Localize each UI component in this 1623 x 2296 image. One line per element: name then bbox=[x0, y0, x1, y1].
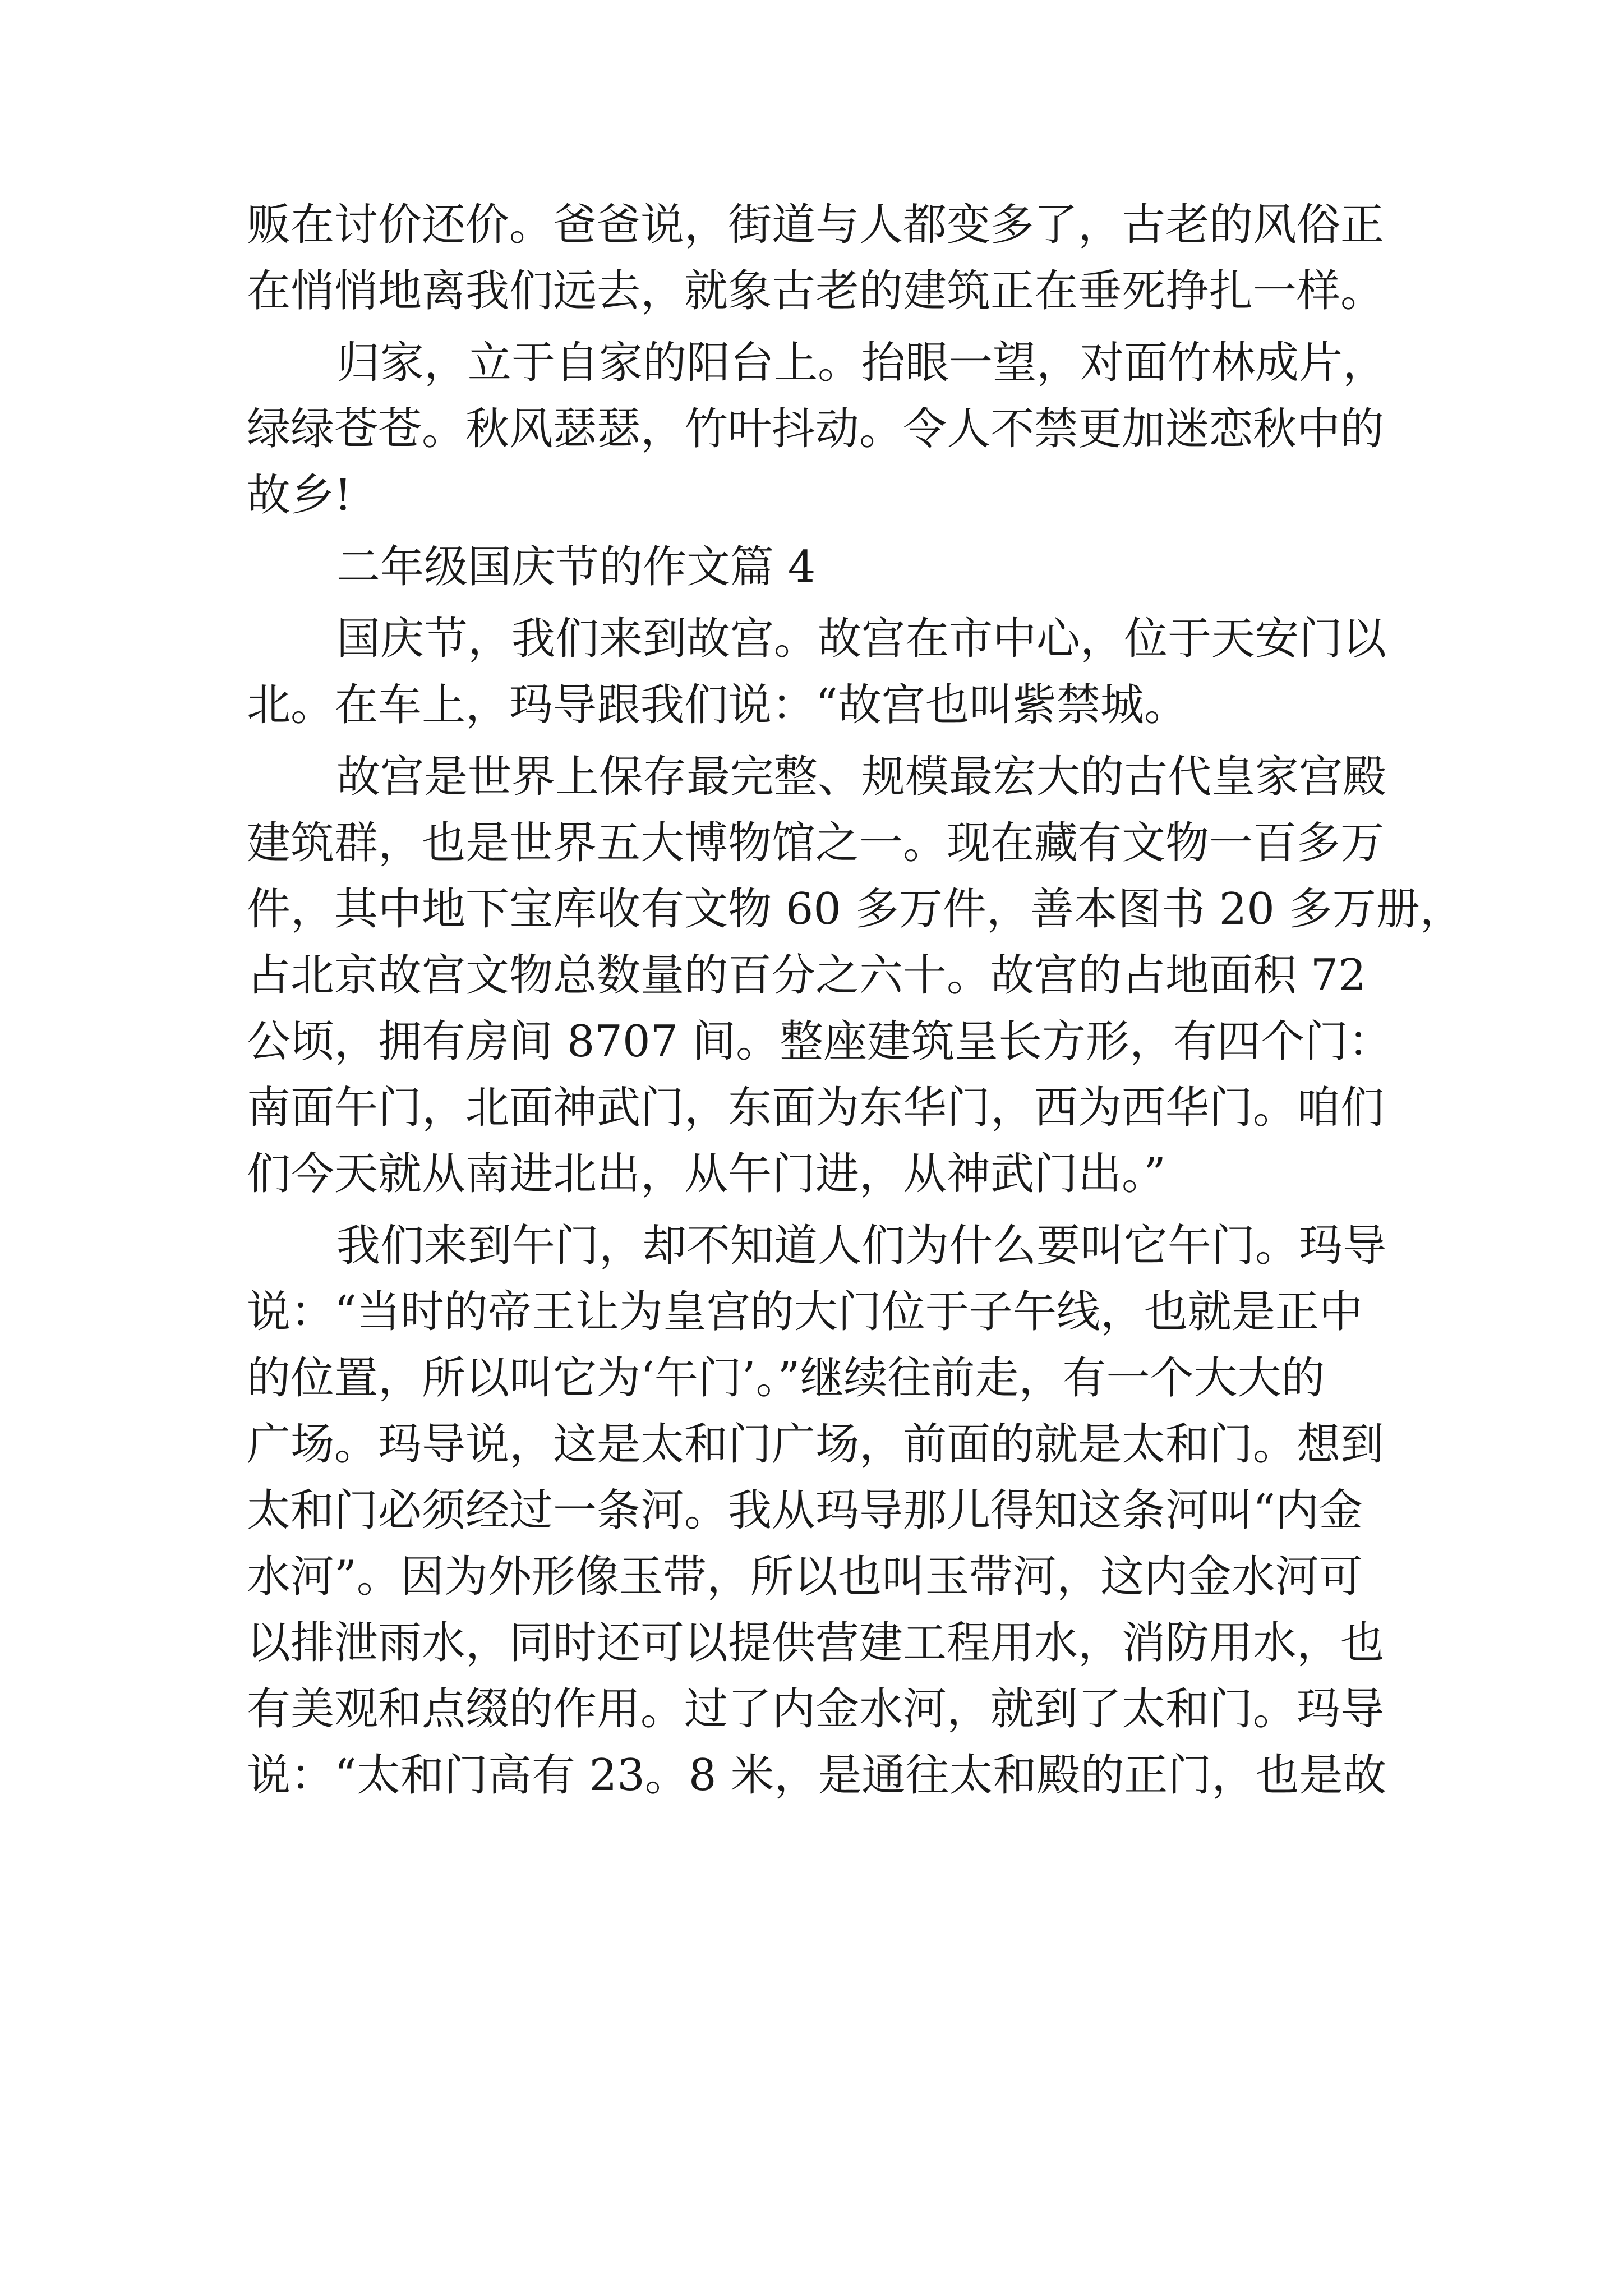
section-heading: 二年级国庆节的作文篇 4 bbox=[336, 542, 816, 592]
text-line: 广场。玛导说，这是太和门广场，前面的就是太和门。想到 bbox=[247, 1419, 1385, 1470]
text-line: 故乡! bbox=[247, 470, 352, 521]
text-line: 说：“太和门高有 23。8 米，是通往太和殿的正门，也是故 bbox=[247, 1750, 1387, 1801]
text-line: 的位置，所以叫它为‘午门’。”继续往前走，有一个大大的 bbox=[247, 1353, 1325, 1404]
text-line: 贩在讨价还价。爸爸说，街道与人都变多了，古老的风俗正 bbox=[247, 200, 1385, 250]
text-line: 南面午门，北面神武门，东面为东华门，西为西华门。咱们 bbox=[247, 1083, 1385, 1133]
text-line: 建筑群，也是世界五大博物馆之一。现在藏有文物一百多万 bbox=[247, 818, 1385, 868]
text-line: 在悄悄地离我们远去，就象古老的建筑正在垂死挣扎一样。 bbox=[247, 266, 1385, 316]
paragraph-start-line: 国庆节，我们来到故宫。故宫在市中心，位于天安门以 bbox=[336, 614, 1387, 664]
paragraph-start-line: 我们来到午门，却不知道人们为什么要叫它午门。玛导 bbox=[336, 1221, 1387, 1271]
text-line: 们今天就从南进北出，从午门进，从神武门出。” bbox=[247, 1149, 1166, 1199]
text-line: 公顷，拥有房间 8707 间。整座建筑呈长方形，有四个门： bbox=[247, 1016, 1393, 1067]
paragraph-start-line: 故宫是世界上保存最完整、规模最宏大的古代皇家宫殿 bbox=[336, 752, 1387, 802]
text-line: 以排泄雨水，同时还可以提供营建工程用水，消防用水，也 bbox=[247, 1618, 1385, 1668]
text-line: 有美观和点缀的作用。过了内金水河，就到了太和门。玛导 bbox=[247, 1684, 1385, 1734]
text-line: 水河”。因为外形像玉带，所以也叫玉带河，这内金水河可 bbox=[247, 1552, 1363, 1602]
text-line: 绿绿苍苍。秋风瑟瑟，竹叶抖动。令人不禁更加迷恋秋中的 bbox=[247, 404, 1385, 454]
paragraph-start-line: 归家，立于自家的阳台上。抬眼一望，对面竹林成片， bbox=[336, 338, 1387, 388]
text-line: 占北京故宫文物总数量的百分之六十。故宫的占地面积 72 bbox=[247, 950, 1367, 1001]
text-line: 件，其中地下宝库收有文物 60 多万件，善本图书 20 多万册， bbox=[247, 884, 1464, 935]
text-line: 太和门必须经过一条河。我从玛导那儿得知这条河叫“内金 bbox=[247, 1485, 1363, 1536]
text-line: 说：“当时的帝王让为皇宫的大门位于子午线，也就是正中 bbox=[247, 1287, 1363, 1337]
text-line: 北。在车上，玛导跟我们说：“故宫也叫紫禁城。 bbox=[247, 680, 1188, 730]
